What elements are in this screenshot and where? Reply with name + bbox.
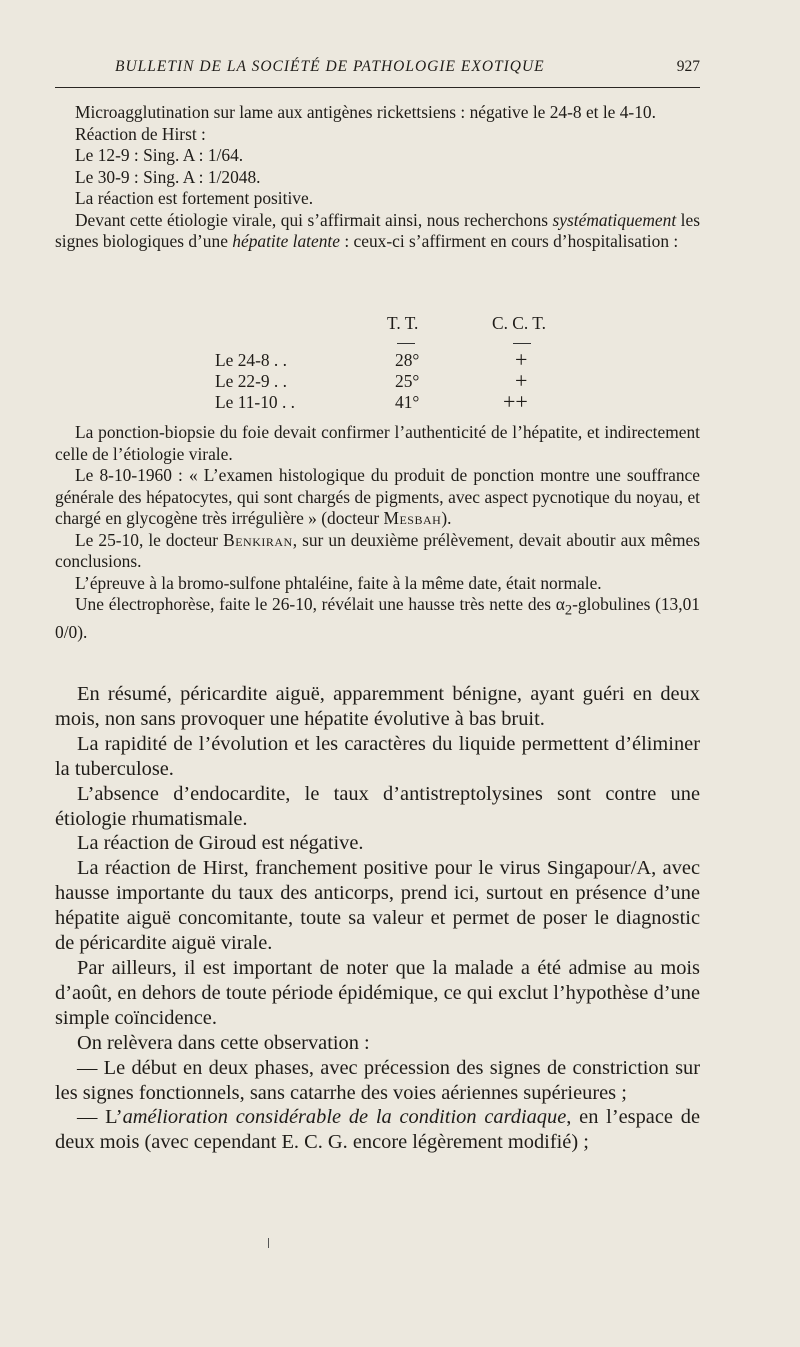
paragraph-rhumatismale: L’absence d’endocardite, le taux d’antistreptolysines sont contre une étiologie rhumatismale. [55,782,700,830]
paragraph-hirst-virale: La réaction de Hirst, franchement positive pour le virus Singapour/A, avec hausse importante du taux des anticorps, prend ici, surtout en présence d’une hépatite aiguë concomitante, toute sa valeur et permet de poser le diagnostic de péricardite aiguë virale. [55,857,700,955]
paragraph-resume: En résumé, péricardite aiguë, apparemment bénigne, ayant guéri en deux mois, non sans provoquer une hépatite évolutive à bas bruit. [55,683,700,730]
row-date: Le 24-8 . . [215,350,287,370]
header-rule [55,87,700,88]
row-cct-value: + [515,347,528,372]
hirst-result-2: Le 30-9 : Sing. A : 1/2048. [75,166,261,187]
paragraph-debut: — Le début en deux phases, avec précession des signes de constriction sur les signes fonctionnels, sans catarrhe des voies aériennes supérieures ; [55,1056,700,1104]
row-date: Le 11-10 . . [215,392,296,412]
table-row [55,347,700,372]
paragraph-amelioration: — L’amélioration considérable de la condition cardiaque, en l’espace de deux mois (avec cependant E. C. G. encore légèrement modifié) ; [55,1106,700,1154]
paragraph-positive: La réaction est fortement positive. [75,188,314,208]
column-header-tt: T. T. [387,313,419,333]
row-cct-value: ++ [503,389,528,414]
hirst-result-1: Le 12-9 : Sing. A : 1/64. [75,145,244,165]
paragraph-histologie: Le 8-10-1960 : « L’examen histologique du produit de ponction montre une souffrance générale des hépatocytes, qui sont chargés de pigments, avec aspect pycnotique du noyau, et chargé en glycogène très irrégulière » (docteur Mesbah). [55,465,700,528]
row-tt-value: 25° [395,371,420,391]
paragraph-observation: On relèvera dans cette observation : [77,1031,370,1054]
row-date: Le 22-9 . . [215,371,287,391]
table-row [55,368,700,393]
column-dash-cct [513,343,531,344]
paragraph-etiologie: Devant cette étiologie virale, qui s’affirmait ainsi, nous recherchons systématiquement les signes biologiques d’une hépatite latente : ceux-ci s’affirment en cours d’hospitalisation : [55,209,700,251]
paragraph-electrophorese: Une électrophorèse, faite le 26-10, révélait une hausse très nette des $\alpha_2$-globulines (13,01 0/0). [55,594,700,642]
paragraph-giroud: La réaction de Giroud est négative. [77,832,364,855]
row-tt-value: 41° [395,392,420,412]
paragraph-tuberculose: La rapidité de l’évolution et les caractères du liquide permettent d’éliminer la tuberculose. [55,732,700,780]
liver-test-table [55,313,700,413]
paragraph-biopsie: La ponction-biopsie du foie devait confirmer l’authenticité de l’hépatite, et indirectement celle de l’étiologie virale. [55,422,700,464]
running-header [55,58,700,82]
paragraph-benkiran: Le 25-10, le docteur Benkiran, sur un deuxième prélèvement, devait aboutir aux mêmes conclusions. [55,529,700,571]
table-row [55,389,700,414]
journal-title: BULLETIN DE LA SOCIÉTÉ DE PATHOLOGIE EXOTIQUE [115,58,545,75]
small-text-block-1 [55,102,700,253]
small-text-block-2 [55,422,700,643]
paragraph-bsp: L’épreuve à la bromo-sulfone phtaléine, faite à la même date, était normale. [75,572,602,593]
print-mark [268,1238,269,1248]
row-tt-value: 28° [395,350,420,370]
column-dash-tt [397,343,415,344]
paragraph-hirst-heading: Réaction de Hirst : [75,123,206,144]
paragraph-epidemique: Par ailleurs, il est important de noter que la malade a été admise au mois d’août, en dehors de toute période épidémique, ce qui exclut l’hypothèse d’une simple coïncidence. [55,956,700,1029]
paragraph-microagglutination: Microagglutination sur lame aux antigènes rickettsiens : négative le 24-8 et le 4-10. [75,102,656,122]
row-cct-value: + [515,368,528,393]
page-number: 927 [676,58,700,75]
column-header-cct: C. C. T. [492,313,546,333]
large-text-block [55,682,700,1155]
